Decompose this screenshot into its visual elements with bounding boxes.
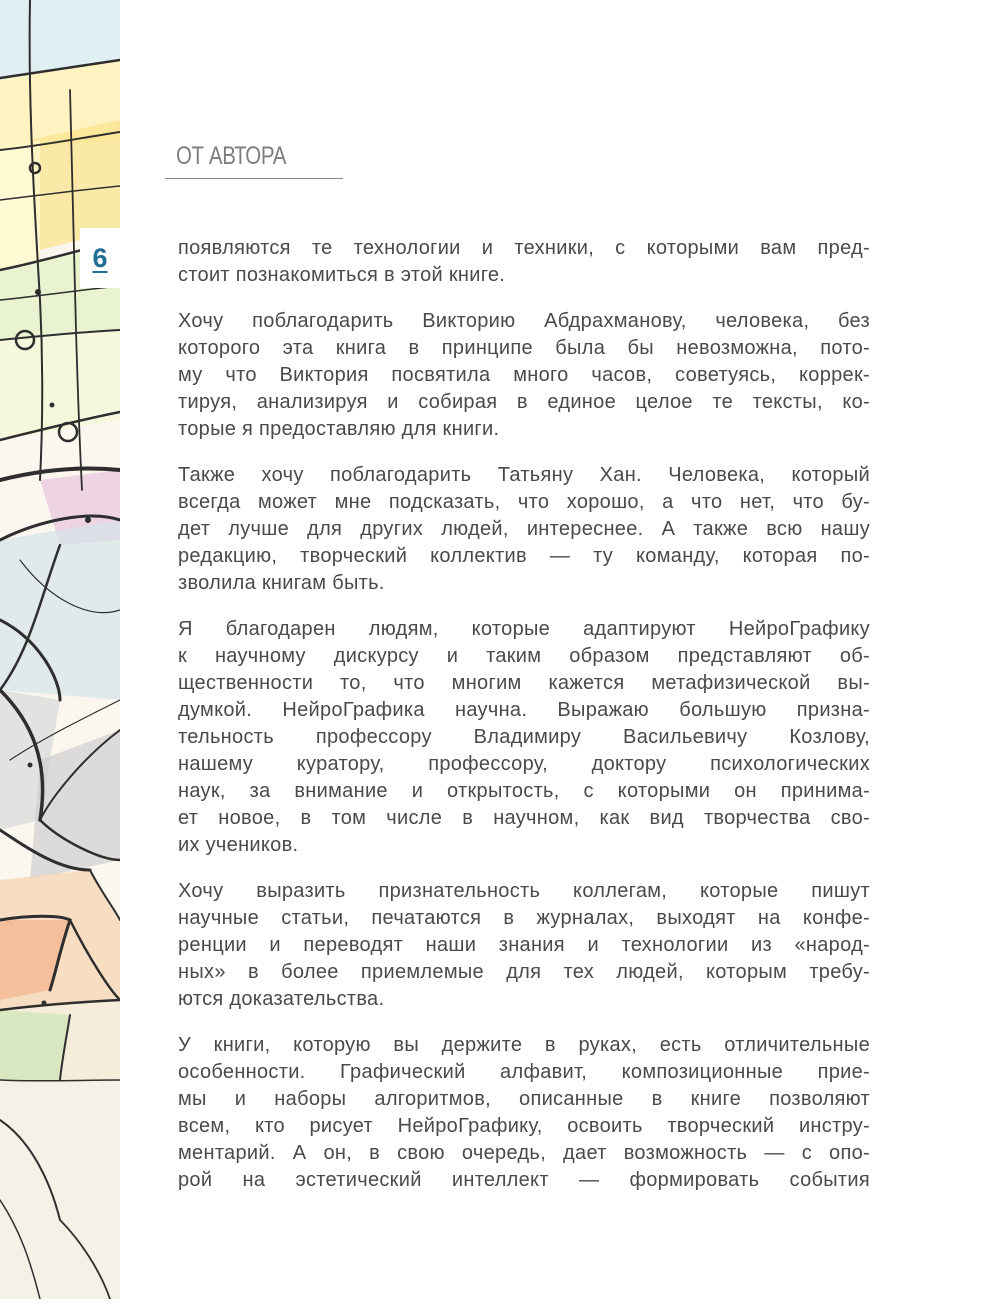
text-line: тельность профессору Владимиру Васильевичу Козлову, bbox=[178, 726, 870, 748]
text-line: нашему куратору, профессору, доктору психологических bbox=[178, 753, 870, 775]
text-line: особенности. Графический алфавит, композиционные прие- bbox=[178, 1061, 870, 1083]
text-line: му что Виктория посвятила много часов, советуясь, коррек- bbox=[178, 364, 870, 386]
text-line: всегда может мне подсказать, что хорошо, а что нет, что бу- bbox=[178, 491, 870, 513]
text-line: к научному дискурсу и таким образом представляют об- bbox=[178, 645, 870, 667]
neurographic-drawing bbox=[0, 0, 120, 1299]
page-number: 6 bbox=[92, 242, 108, 273]
text-line: щественности то, что многим кажется метафизической вы- bbox=[178, 672, 870, 694]
section-title: ОТ АВТОРА bbox=[176, 142, 286, 170]
text-line: их учеников. bbox=[178, 834, 299, 856]
paragraph bbox=[178, 462, 870, 597]
side-illustration bbox=[0, 0, 120, 1299]
text-line: думкой. НейроГрафика научна. Выражаю большую призна- bbox=[178, 699, 870, 721]
text-line: зволила книгам быть. bbox=[178, 572, 385, 594]
paragraph bbox=[178, 878, 870, 1013]
text-line: ются доказательства. bbox=[178, 988, 385, 1010]
text-line: ментарий. А он, в свою очередь, дает возможность — с опо- bbox=[178, 1142, 870, 1164]
text-line: мы и наборы алгоритмов, описанные в книге позволяют bbox=[178, 1088, 870, 1110]
text-line: дет лучше для других людей, интереснее. А также всю нашу bbox=[178, 518, 870, 540]
body-text bbox=[178, 235, 870, 1213]
text-line: появляются те технологии и техники, с которыми вам пред- bbox=[178, 237, 870, 259]
text-line: редакцию, творческий коллектив — ту команду, которая по- bbox=[178, 545, 870, 567]
text-line: Хочу поблагодарить Викторию Абдрахманову, человека, без bbox=[178, 310, 870, 332]
paragraph bbox=[178, 308, 870, 443]
text-line: которого эта книга в принципе была бы невозможна, пото- bbox=[178, 337, 870, 359]
text-line: ных» в более приемлемые для тех людей, которым требу- bbox=[178, 961, 870, 983]
text-line: Я благодарен людям, которые адаптируют НейроГрафику bbox=[178, 618, 870, 640]
text-line: У книги, которую вы держите в руках, есть отличительные bbox=[178, 1034, 870, 1056]
text-line: наук, за внимание и открытость, с которыми он принима- bbox=[178, 780, 870, 802]
paragraph bbox=[178, 235, 870, 289]
text-line: тируя, анализируя и собирая в единое целое те тексты, ко- bbox=[178, 391, 870, 413]
section-title-underline bbox=[165, 178, 343, 179]
text-line: научные статьи, печатаются в журналах, выходят на конфе- bbox=[178, 907, 870, 929]
text-line: рой на эстетический интеллект — формировать события bbox=[178, 1169, 870, 1191]
paragraph bbox=[178, 1032, 870, 1194]
page-number-box bbox=[80, 228, 120, 288]
text-line: Также хочу поблагодарить Татьяну Хан. Человека, который bbox=[178, 464, 870, 486]
text-line: торые я предоставляю для книги. bbox=[178, 418, 500, 440]
text-line: ет новое, в том числе в научном, как вид творчества сво- bbox=[178, 807, 870, 829]
text-line: всем, кто рисует НейроГрафику, освоить творческий инстру- bbox=[178, 1115, 870, 1137]
text-line: Хочу выразить признательность коллегам, которые пишут bbox=[178, 880, 870, 902]
text-line: ренции и переводят наши знания и технологии из «народ- bbox=[178, 934, 870, 956]
paragraph bbox=[178, 616, 870, 859]
text-line: стоит познакомиться в этой книге. bbox=[178, 264, 506, 286]
